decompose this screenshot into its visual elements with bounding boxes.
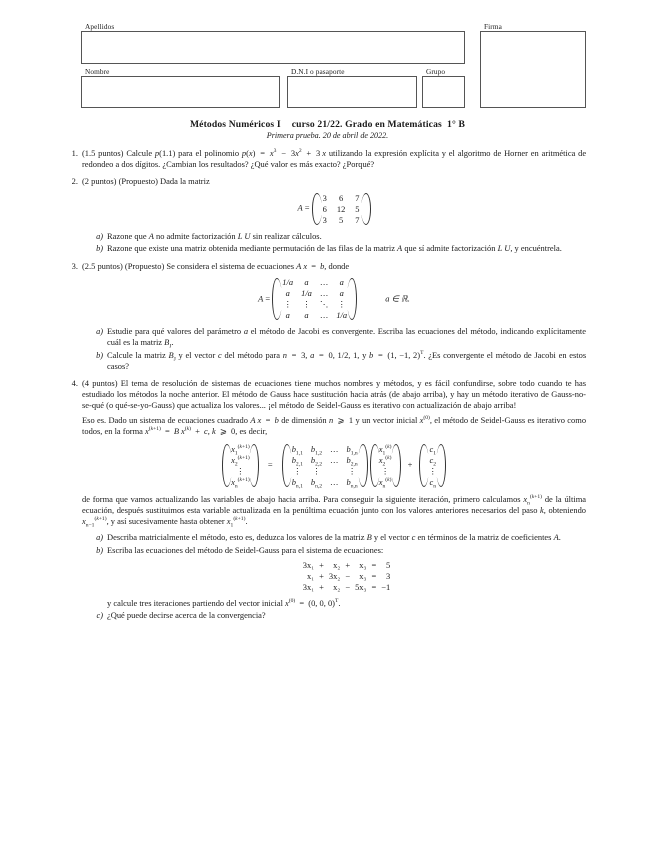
expr-Ax-b: A x = b (296, 260, 325, 271)
cell: a (304, 276, 309, 287)
expr-params: n = 3, a = 0, 1/2, 1, (282, 350, 360, 361)
cell: $b_{n,n}$ (346, 477, 358, 490)
cell: −1 (381, 582, 391, 593)
cell: ⋮ (337, 299, 346, 310)
cell: 3x₂ (328, 571, 341, 582)
cell: $c_2$ (429, 454, 436, 468)
cell: $x_1^{(k)}$ (378, 443, 392, 457)
text: sin realizar cálculos. (252, 230, 322, 241)
matrix-A-3-note: a ∈ ℝ. (385, 292, 410, 303)
right-paren (440, 443, 446, 488)
equals-sign: = (267, 459, 273, 470)
cell: 5x₃ (355, 582, 367, 593)
cell: … (330, 477, 339, 488)
cell: ⋮ (302, 299, 311, 310)
table-row (288, 454, 362, 465)
cell: 12 (336, 203, 346, 214)
cell: + (319, 582, 324, 593)
cell: 1/a (282, 276, 294, 287)
cell: 7 (355, 192, 360, 203)
left-paren (312, 192, 318, 226)
text: que sí admite factorización (404, 243, 496, 254)
table-row (278, 299, 351, 310)
cell: x₂ (333, 559, 341, 570)
cell: $b_{n,1}$ (291, 477, 303, 490)
cell: 3x₁ (302, 582, 315, 593)
cell: a (339, 288, 344, 299)
table-row (318, 203, 365, 214)
cell: ⋮ (293, 465, 302, 476)
var-A: A (553, 532, 559, 543)
problem-2-points: (2 puntos) (82, 176, 117, 187)
plus-sign: + (407, 459, 413, 470)
cell: 1/a (336, 310, 348, 321)
cell: a (304, 310, 309, 321)
text: . (245, 516, 248, 527)
problem-3-intro-2: , donde (324, 260, 350, 271)
var-k: k (540, 505, 544, 516)
table-row (300, 560, 392, 571)
expr-polynomial: $p(x) = x^3 - 3x^2 + 3$ x (241, 148, 326, 158)
problem-2-intro: Dada la matriz (160, 176, 210, 187)
problem-3-tag: (Propuesto) (124, 260, 165, 271)
cell: 1/a (301, 288, 312, 299)
right-paren (365, 192, 371, 226)
cell: ⋮ (312, 465, 321, 476)
expr-x1-next: $x_1^{(k+1)}$ (226, 516, 246, 529)
matrix-A-2 (312, 192, 371, 226)
problem-1-text-a: Calcule (126, 148, 153, 158)
problem-3-number: 3. (71, 260, 78, 271)
table-row (278, 310, 351, 321)
firma-label: Firma (484, 22, 502, 31)
text: , y así sucesivamente hasta obtener (106, 516, 225, 527)
text: y un vector inicial (355, 415, 418, 426)
dni-label: D.N.I o pasaporte (291, 67, 345, 76)
problem-1-points: (1.5 puntos) (82, 148, 124, 158)
text: , obteniendo (543, 505, 587, 516)
table-row (278, 277, 351, 288)
matrix-A-2-table (318, 192, 365, 226)
subitem-marker: b) (96, 244, 103, 254)
cell: + (319, 559, 324, 570)
cell: … (319, 288, 329, 299)
cell: … (330, 454, 339, 465)
problem-2-item-a (82, 231, 586, 242)
expr-b-vector: b = (1, −1, 2)$^T$ (369, 350, 424, 361)
table-row (288, 466, 362, 477)
cell: $c_n$ (429, 477, 436, 490)
problem-4-big-matrix-equation (82, 443, 586, 488)
text: Calcule la matriz (107, 350, 166, 361)
cell: a (285, 288, 290, 299)
text: ¿Qué puede decirse acerca de la convergencia? (107, 610, 266, 621)
text: . (558, 532, 561, 543)
expr-iteration: $x^{(k+1)} = B$ $x^{(k)} + c$, k ⩾ 0 (145, 426, 236, 437)
firma-input[interactable] (480, 31, 586, 108)
right-paren (395, 443, 401, 488)
matrix-B-table (288, 443, 362, 488)
cell: + (345, 559, 351, 570)
table-row (288, 443, 362, 454)
cell: 3 (322, 192, 327, 203)
text: , el método de Seidel-Gauss es iterativo como todos, en la forma (82, 415, 587, 437)
problem-4-subitems (82, 532, 586, 621)
expr-xn-next: $x_n^{(k+1)}$ (523, 493, 543, 507)
cell: $b_{2,n}$ (346, 454, 358, 468)
problem-4-item-b (82, 545, 586, 609)
cell: = (371, 559, 377, 570)
cell: … (319, 276, 329, 287)
expr-x0: $x^{(0)}$ (419, 415, 430, 426)
problem-4-para-2 (82, 415, 586, 437)
problem-4-item-c (82, 610, 586, 621)
cell: + (319, 571, 324, 582)
text: en términos de la matriz de coeficientes (417, 532, 552, 543)
cell: $b_{2,2}$ (310, 454, 323, 468)
right-paren (253, 443, 259, 488)
left-paren (370, 443, 376, 488)
cell: − (345, 582, 351, 593)
problem-3-text (82, 261, 586, 272)
problem-4-para-3 (82, 494, 586, 527)
right-paren (362, 443, 368, 488)
subitem-marker: b) (96, 351, 103, 361)
var-BJ: $B_J$ (164, 337, 172, 351)
cell: 5 (386, 559, 391, 570)
grupo-input[interactable] (422, 76, 465, 108)
course-term: curso 21/22. Grado en Matemáticas (291, 119, 442, 130)
cell: $x_n^{(k+1)}$ (231, 477, 250, 490)
problem-3-item-b (82, 350, 586, 372)
problem-2-text (82, 176, 586, 187)
cell: ⋮ (283, 299, 292, 310)
cell: … (319, 310, 329, 321)
var-LU: L U (237, 230, 251, 241)
cell: ⋮ (380, 465, 390, 476)
cell: ⋮ (236, 465, 245, 476)
problem-4-item-a (82, 532, 586, 543)
vector-x-current (370, 443, 401, 488)
problem-2 (63, 176, 586, 254)
cell: 3 (386, 571, 391, 582)
cell: = (371, 582, 377, 593)
problem-2-tag: (Propuesto) (118, 176, 158, 187)
course-name: Métodos Numéricos I (189, 119, 281, 130)
dni-input[interactable] (287, 76, 417, 108)
subitem-marker: c) (96, 611, 103, 621)
problem-1 (63, 148, 586, 170)
course-group: 1° B (447, 119, 466, 130)
var-c: c (411, 532, 416, 543)
problem-3-item-a (82, 326, 586, 351)
var-A: A (148, 230, 154, 241)
text: de dimensión (281, 415, 327, 426)
exam-body (63, 148, 586, 627)
var-LU: L U (497, 243, 511, 254)
problem-1-text-b: para el polinomio (178, 148, 240, 158)
cell: x₃ (359, 559, 367, 570)
text: Razone que (107, 230, 147, 241)
problem-3-subitems (82, 326, 586, 372)
cell: $b_{2,1}$ (291, 454, 303, 468)
problem-1-text: (1.5 puntos) Calcule p(1.1) para el polinomio $p(x) = x^3 - 3x^2 + 3$ x utilizando la expresión explícita y el algoritmo de Horner en aritmética de redondeo a dos dígitos. ¿Cambian los resultados? ¿Qué valor es más exacto? ¿Porqué? (82, 148, 587, 170)
problem-4-points: (4 puntos) (82, 378, 118, 389)
page-subtitle: Primera prueba. 20 de abril de 2022. (266, 131, 389, 140)
problem-3-matrix-equation: A = 1/a a … a a 1/a … a ⋮ ⋮ ⋱ ⋮ a a … 1/a a ∈ ℝ. (258, 276, 410, 321)
problem-3-points: (2.5 puntos) (82, 260, 123, 271)
table-row (318, 192, 365, 203)
cell: 5 (355, 203, 360, 214)
cell: … (330, 443, 339, 454)
apellidos-label: Apellidos (85, 22, 115, 31)
var-c: c (218, 350, 222, 361)
cell: x₁ (306, 571, 315, 582)
text: de la última ecuación, después sustituimos esta variable actualizada en la penúltima ecuación junto con los valores anteriores necesarios del paso (82, 493, 587, 516)
left-paren (419, 443, 425, 488)
cell: = (371, 571, 377, 582)
cell: ⋱ (319, 299, 329, 310)
problem-2-subitems (82, 231, 586, 255)
left-paren (282, 443, 288, 488)
text: , y encuéntrela. (510, 243, 562, 254)
text: y calcule tres iteraciones partiendo del vector inicial (107, 597, 283, 608)
text: . ¿Es convergente el método de Jacobi en estos casos? (107, 350, 587, 372)
cell: $b_{1,1}$ (291, 443, 303, 457)
cell: a (285, 310, 290, 321)
cell: $b_{1,n}$ (346, 443, 358, 457)
cell: ⋮ (428, 465, 437, 476)
table-row (278, 288, 351, 299)
cell: ⋮ (347, 465, 357, 476)
problem-1-number: 1. (71, 148, 78, 158)
table-row (288, 477, 362, 488)
text: y el vector (178, 350, 216, 361)
equation-system (300, 560, 392, 594)
text: Estudie para qué valores del parámetro (107, 326, 242, 337)
cell: $x_2^{(k+1)}$ (231, 454, 250, 468)
expr-xn-1-next: $x_{n-1}^{(k+1)}$ (82, 516, 107, 529)
vector-c (419, 443, 445, 488)
table-row (318, 215, 365, 226)
nombre-input[interactable] (81, 76, 280, 108)
expr-x0-vector: $x^{(0)} = (0$, 0, 0)$^T$ (285, 597, 339, 608)
text: . (171, 337, 174, 348)
cell: 5 (338, 214, 344, 225)
cell: $b_{n,2}$ (310, 477, 323, 490)
var-BJ: $B_J$ (168, 350, 176, 363)
cell: $x_2^{(k)}$ (378, 454, 392, 468)
subitem-marker: a) (96, 327, 103, 337)
var-a: a (243, 326, 249, 337)
table-row (300, 582, 392, 593)
subitem-marker: a) (96, 533, 103, 543)
matrix-A-3-table (278, 277, 351, 322)
cell (326, 466, 342, 477)
problem-4-para-1: El tema de resolución de sistemas de ecuaciones tiene muchos nombres y métodos, y es fácil confundirse, sobre todo cuando te has estudiado los métodos la noche anterior. El método de Gauss hace sustitución hacia atrás (de abajo arriba), y hay un método iterativo de Gauss-no-se-qué (o qué-se-yo-Gauss) que actualiza los valores... ¡el método de Seidel-Gauss es iterativo con actualización de abajo arriba! (82, 378, 587, 411)
text: el método de Jacobi es convergente. Escriba las ecuaciones del método, indicando explícitamente cuál es la matriz (107, 326, 586, 348)
vector-x-next (222, 443, 259, 488)
text: y (362, 350, 367, 361)
subitem-marker: b) (96, 545, 103, 555)
apellidos-input[interactable] (81, 31, 465, 64)
problem-2-number: 2. (71, 176, 78, 187)
text: Escriba las ecuaciones del método de Seidel-Gauss para el sistema de ecuaciones: (107, 544, 384, 555)
expr-p-of-1-1: p (154, 148, 160, 158)
cell: 3 (322, 214, 327, 225)
text: . (338, 597, 341, 608)
problem-4-number: 4. (71, 378, 78, 389)
text: Razone que existe una matriz obtenida mediante permutación de las filas de la matriz (107, 243, 395, 254)
cell: 3x₁ (302, 559, 315, 570)
left-paren (222, 443, 228, 488)
cell: $b_{1,2}$ (310, 443, 323, 457)
problem-3-intro: Se considera el sistema de ecuaciones (166, 260, 295, 271)
text: de forma que vamos actualizando las variables de abajo hacia arriba. Para conseguir la siguiente iteración, primero calculamos (82, 493, 521, 504)
right-paren (351, 277, 357, 322)
cell: 6 (338, 192, 344, 203)
problem-3 (63, 261, 586, 373)
problem-4 (63, 378, 586, 621)
text: no admite factorización (155, 230, 236, 241)
text: , es decir, (235, 426, 268, 437)
text: Describa matricialmente el método, esto es, deduzca los valores de la matriz (107, 532, 365, 543)
cell: a (339, 276, 344, 287)
cell: $x_n^{(k)}$ (378, 477, 392, 490)
text: Eso es. Dado un sistema de ecuaciones cuadrado (82, 415, 248, 426)
table-row (300, 571, 392, 582)
cell: 6 (322, 203, 327, 214)
expr-n-ge-1: n ⩾ 1 (328, 415, 354, 426)
matrix-B (282, 443, 368, 488)
problem-4-text (82, 378, 586, 411)
text: y el vector (373, 532, 410, 543)
matrix-A-label: A (258, 292, 264, 303)
page-title (0, 119, 655, 130)
text: del método para (224, 350, 280, 361)
cell: $c_1$ (429, 443, 436, 457)
nombre-label: Nombre (85, 67, 110, 76)
matrix-A-3 (272, 277, 357, 322)
student-info-form (81, 22, 586, 114)
problem-2-matrix-equation: A = 3 6 7 6 12 5 3 5 7 (82, 192, 586, 226)
matrix-A-label: A (297, 203, 303, 213)
cell: $x_1^{(k+1)}$ (231, 443, 250, 457)
problem-1-text-c: utilizando la expresión explícita y el algoritmo de Horner en aritmética de redondeo a dos dígitos. ¿Cambian los resultados? ¿Qué valor es más exacto? ¿Porqué? (82, 148, 587, 170)
problem-2-item-b (82, 243, 586, 254)
left-paren (272, 277, 278, 322)
subitem-marker: a) (96, 231, 103, 241)
cell: 7 (355, 214, 360, 225)
expr-Ax-b: A x = b (250, 415, 279, 426)
var-A: A (397, 243, 403, 254)
grupo-label: Grupo (426, 67, 446, 76)
cell: − (345, 571, 351, 582)
cell: x₂ (333, 582, 341, 593)
var-B: B (366, 532, 372, 543)
cell: x₃ (359, 571, 367, 582)
